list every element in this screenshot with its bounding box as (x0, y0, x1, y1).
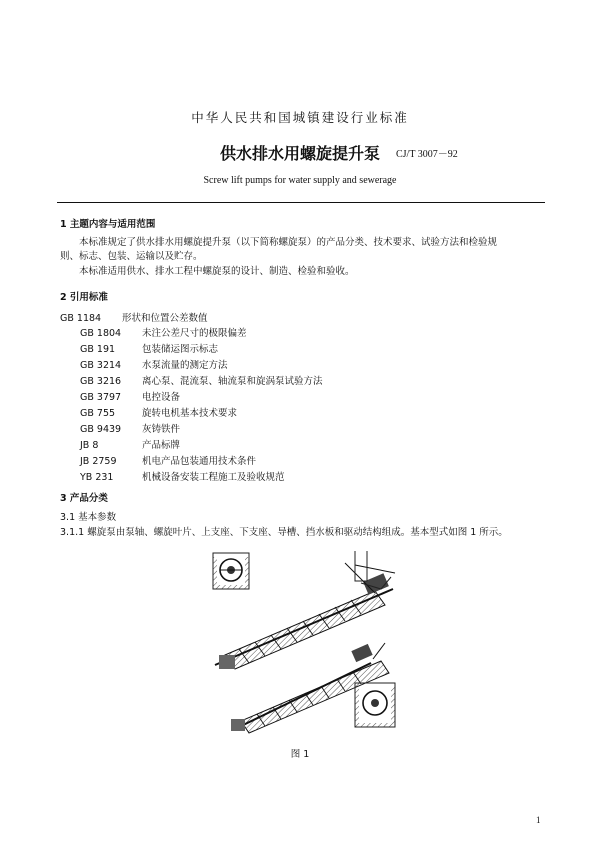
section-1-para-2: 本标准适用供水、排水工程中螺旋泵的设计、制造、检验和验收。 (79, 266, 355, 277)
reference-code: JB 2759 (80, 456, 117, 467)
english-title: Screw lift pumps for water supply and sewerage (203, 175, 397, 186)
section-1-para-1b: 则、标志、包装、运输以及贮存。 (60, 251, 203, 262)
reference-title: 产品标牌 (142, 440, 181, 451)
reference-item (80, 421, 180, 435)
reference-code: GB 3216 (80, 376, 122, 387)
reference-code: GB 3797 (80, 392, 122, 403)
reference-item (80, 341, 218, 355)
reference-item (80, 373, 323, 387)
reference-title: 旋转电机基本技术要求 (142, 408, 238, 419)
lower-cross-section (355, 683, 395, 727)
reference-item (80, 389, 180, 403)
section-3-1-heading: 3.1 基本参数 (60, 512, 117, 523)
upper-cross-section (213, 553, 249, 589)
reference-title: 机电产品包装通用技术条件 (142, 456, 257, 467)
section-1-heading: 1 主题内容与适用范围 (60, 219, 156, 230)
reference-code: YB 231 (80, 472, 114, 483)
standard-org-header: 中华人民共和国城镇建设行业标准 (191, 110, 409, 125)
reference-code: GB 1804 (80, 328, 122, 339)
reference-title: 形状和位置公差数值 (122, 313, 208, 324)
reference-item (80, 469, 285, 483)
reference-title: 未注公差尺寸的极限偏差 (142, 328, 247, 339)
reference-item (80, 325, 247, 339)
standard-code: CJ/T 3007－92 (396, 149, 458, 160)
section-3-1-1-text: 3.1.1 螺旋泵由泵轴、螺旋叶片、上支座、下支座、导槽、挡水板和驱动结构组成。基本型式如图 1 所示。 (60, 527, 508, 538)
reference-title: 灰铸铁件 (142, 424, 181, 435)
reference-item (80, 453, 256, 467)
reference-code: GB 755 (80, 408, 116, 419)
section-2-heading: 2 引用标准 (60, 292, 108, 303)
reference-title: 包装储运图示标志 (142, 344, 219, 355)
section-1-para-1a: 本标准规定了供水排水用螺旋提升泵（以下简称螺旋泵）的产品分类、技术要求、试验方法和检验规 (79, 237, 498, 248)
reference-code: GB 3214 (80, 360, 122, 371)
figure-caption: 图 1 (290, 749, 310, 760)
reference-title: 电控设备 (142, 392, 181, 403)
reference-title: 水泵流量的测定方法 (142, 360, 228, 371)
reference-item (80, 437, 180, 451)
reference-code: GB 9439 (80, 424, 122, 435)
reference-code: GB 191 (80, 344, 116, 355)
reference-item (80, 405, 237, 419)
reference-code: GB 1184 (60, 313, 102, 324)
page-number: 1 (536, 815, 541, 825)
section-3-heading: 3 产品分类 (60, 493, 108, 504)
reference-item (60, 310, 208, 324)
screw-pump-figure (205, 543, 405, 738)
header-divider (57, 202, 545, 203)
document-title: 供水排水用螺旋提升泵 (219, 144, 380, 163)
reference-code: JB 8 (80, 440, 99, 451)
reference-item (80, 357, 228, 371)
reference-title: 离心泵、混流泵、轴流泵和旋涡泵试验方法 (142, 376, 323, 387)
reference-title: 机械设备安装工程施工及验收规范 (142, 472, 285, 483)
